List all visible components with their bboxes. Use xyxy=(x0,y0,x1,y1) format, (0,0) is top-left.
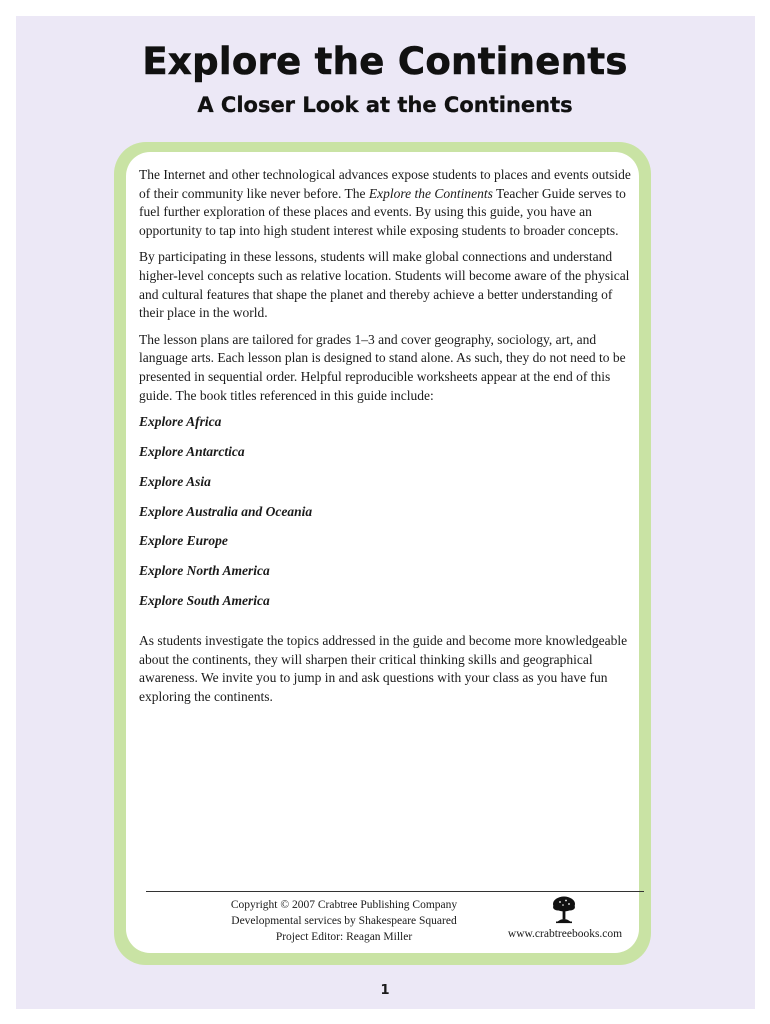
footer-services: Developmental services by Shakespeare Squared xyxy=(231,915,457,927)
book-item-antarctica: Explore Antarctica xyxy=(139,443,245,459)
book-list xyxy=(139,413,639,610)
book-item-australia-oceania: Explore Australia and Oceania xyxy=(139,503,313,519)
intro-p1-title: Explore the Continents xyxy=(368,185,493,201)
page-number: 1 xyxy=(380,983,390,998)
intro-paragraph-2: By participating in these lessons, students will make global connections and understand higher-level concepts such as relative location. Students will become aware of the physical and cultural features that shape the planet and thereby achieve a better understanding of their place in the world. xyxy=(139,249,630,321)
intro-paragraph-3: The lesson plans are tailored for grades 1–3 and cover geography, sociology, art, and language arts. Each lesson plan is designed to stand alone. As such, they do not need to be presented in sequential order. Helpful reproducible worksheets appear at the end of this guide. The book titles referenced in this guide include: xyxy=(139,331,626,403)
intro-paragraph-1 xyxy=(139,166,639,240)
book-item-asia: Explore Asia xyxy=(139,473,211,489)
page-subtitle: A Closer Look at the Continents xyxy=(197,93,573,117)
book-item-africa: Explore Africa xyxy=(139,414,222,430)
footer-website-link[interactable]: www.crabtreebooks.com xyxy=(507,928,623,940)
book-item-south-america: Explore South America xyxy=(139,592,270,608)
tree-icon xyxy=(551,895,577,925)
intro-p1-after: Teacher Guide serves to fuel further exploration of these places and events. By using this guide, you have an opportunity to tap into high student interest while exposing students to broader concepts. xyxy=(139,185,626,238)
book-item-north-america: Explore North America xyxy=(139,563,270,579)
book-item-europe: Explore Europe xyxy=(139,533,228,549)
footer-credits xyxy=(204,897,484,945)
footer-divider xyxy=(146,891,644,892)
closing-paragraph: As students investigate the topics addressed in the guide and become more knowledgeable about the continents, they will sharpen their critical thinking skills and geographical awareness. We invite you to jump in and ask questions with your class as you have fun exploring the continents. xyxy=(139,632,628,704)
intro-p1-before: The Internet and other technological advances expose students to places and events outside of their community like never before. The xyxy=(139,167,631,201)
footer-copyright: Copyright © 2007 Crabtree Publishing Company xyxy=(230,899,458,911)
content-body xyxy=(139,166,639,714)
page-title: Explore the Continents xyxy=(142,40,628,83)
footer-editor: Project Editor: Reagan Miller xyxy=(275,931,413,943)
